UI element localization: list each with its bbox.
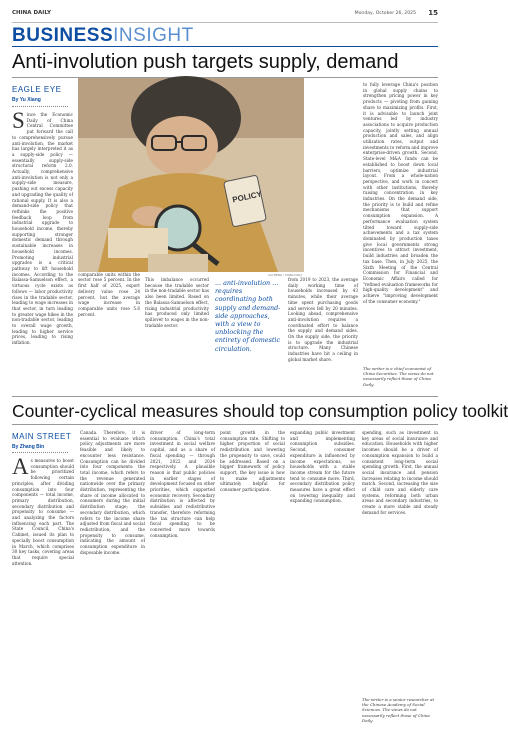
story1-column-4	[288, 277, 358, 393]
story1-text-4: from 2019 to 2023, the average daily working time of households increased by 43 minutes, while their average time spent purchasing goods and services fell by 20 minutes. Looking ahead, comprehensive anti-involution requires a coordinated effort to balance the supply and demand sides. On the supply side, the priority is to upgrade the industrial structure. Many Chinese industries have hit a ceiling in global market share.	[288, 277, 358, 362]
headline2-rule	[12, 424, 438, 425]
story1-text-3: This imbalance occurred because the tradable sector in the non-tradable sector has also been limited. Based on the Balassa-Samuelson effect, rising industrial productivity has produced only limited spillover to wages in the non-tradable sector.	[145, 277, 209, 328]
story2-text-6: spending, such as investment in key areas of social insurance and education. Households with higher incomes should be a driver of consumption expansion to build a consistent long-term social spending growth. First, the annual social insurance and pension increases relating to income should match. Second, increasing the size of child care and elderly care systems, reforming both urban areas and secondary industries, to create a more stable and steady demand for services.	[362, 430, 438, 515]
story1-column-1	[12, 108, 73, 392]
byline-rule	[12, 106, 68, 107]
story2-text-4: point growth in the consumption rate. Shifting to higher proportion of social redistribution and lowering the propensity to save, could be addressed. Based on a bigger framework of policy support, the key issue is how to make adjustments ultimately helpful for consumer participation.	[220, 430, 285, 493]
section-title	[12, 26, 194, 45]
story1-text-2: comparable units within the sector rose 5 percent. In the first half of 2025, export delivery value rose 24 percent, but the average wage increase in comparable units rose 5.6 percent.	[78, 271, 140, 317]
story1-column-3	[145, 277, 209, 393]
illustration-economist-with-magnifier	[78, 78, 304, 272]
story2-column-title: MAIN STREET	[12, 432, 72, 441]
page-number: 15	[428, 9, 438, 17]
story2-column-4	[220, 430, 285, 740]
pull-quote: ... anti-involution ... requires coordinating both supply and demand-side approaches, with a view to unblocking the entirety of domestic circulation.	[215, 279, 281, 353]
story1-column-5	[363, 82, 438, 382]
section-title-thin: INSIGHT	[113, 25, 194, 46]
story2-writer-note: The writer is a senior researcher at the Chinese Academy of Social Sciences. The views do not necessarily reflect those of China Daily.	[362, 697, 435, 723]
page-header	[12, 10, 438, 23]
story1-byline: By Yu Xiang	[12, 97, 41, 103]
story2-column-6	[362, 430, 438, 680]
story2-column-3	[150, 430, 215, 740]
story2-text-2: Canada. Therefore, it is essential to evaluate which policy adjustments are more feasible and likely to encounter less resistance. Consumption can be divided into four components: the total income, which refers to the revenue generated nationwide over the primary distribution, representing the share of income allocated to consumers during the initial distribution stage; the secondary distribution, which refers to the income share adjusted from fiscal and social redistribution; and the propensity to consume, indicating the amount of consumption expenditure in disposable income.	[80, 430, 145, 555]
story2-column-2	[80, 430, 145, 740]
story2-byline: By Zhang Bin	[12, 444, 45, 450]
story2-column-1	[12, 454, 74, 740]
drop-cap: S	[12, 108, 25, 133]
story1-text-1: ince the Economic Daily of China Central Committee put forward the call to comprehensively pursue anti-involution, the market has largely interpreted it as a supply-side policy — essentially supply-side structural reform 2.0. Actually, comprehensive anti-involution is not only a supply-side measure, pushing out excess capacity and upgrading the quality of rational supply. It is also a demand-side policy that rethinks the positive feedback loop from industrial upgrade to household income, thereby supporting stronger domestic demand through sustainable increases in household incomes. Promoting industrial upgrades is a critical pathway to lift household incomes. According to the Balassa-Samuelson effect, a virtuous cycle exists as follows — labor productivity rises in the tradable sector, leading to wage increases in that sector, in turn leading to greater wage hikes in the non-tradable sector, leading to overall wage growth, leading to higher service prices, leading to rising inflation.	[12, 112, 73, 346]
story1-column-title: EAGLE EYE	[12, 85, 62, 94]
drop-cap-2: A	[12, 454, 29, 479]
story2-text-1: s measures to boost consumption should be prioritized following certain principles, after dividing consumption into four components — total income, primary distribution, secondary distribution and propensity to consume — and analyzing the factors influencing each part. The State Council, China's Cabinet, issued its plan to specially boost consumption in March, which comprises 30 key tasks, covering areas that require special attention.	[12, 458, 74, 566]
story1-text-5: to fully leverage China's position in global supply chains to strengthen pricing power in key products — pivoting from gaining share to maximizing profits. First, it is advisable to launch joint ventures led by industry associations to acquire production capacity, jointly setting annual production and sales, and align utilization rates, output and investments to reform and improve enterprise-driven growth. Second, State-level M&A funds can be established to boost down local barriers, optimize industrial layout. From a whole-nation perspective, and work in concert with other institutions, thereby raising concentration in key industries. On the demand side, the priority is to build and refine mechanisms that support consumption expansion. A performance evaluation system tilted toward supply-side achievements and a tax system dominated by production taxes give local governments strong incentives to attract investment, build industries and broaden the tax base. Then, in July 2025, the Sixth Meeting of the Central Commission for Financial and Economic Affairs called for "refined evaluation frameworks for high-quality development" and achieve "improving development of the consumer economy."	[363, 82, 438, 304]
story2-text-5: expanding public investment and implementing consumption subsidies. Second, consumer expenditure is influenced by income expectations, so households with a stable income stream for the future tend to consume more. Third, secondary distribution policy measures have a great effect on lowering inequality and expanding consumption.	[290, 430, 355, 504]
story1-writer-note: The writer is a chief economist of China Securities. The views do not necessarily reflect those of China Daily.	[363, 366, 434, 387]
story1-headline: Anti-involution push targets supply, demand	[12, 51, 399, 73]
issue-date: Monday, October 26, 2025	[354, 11, 416, 16]
story-divider	[12, 396, 438, 397]
story2-headline: Counter-cyclical measures should top consumption policy toolkit	[12, 401, 508, 421]
publication-name: CHINA DAILY	[12, 10, 51, 16]
section-rule	[12, 46, 438, 47]
photo-credit: CAI MENG / CHINA DAILY	[268, 273, 303, 277]
byline2-rule	[12, 452, 68, 453]
svg-text:POLICY: POLICY	[231, 189, 263, 205]
story2-text-3: driver of long-term consumption. China's total investment in social welfare capital, and as a share of fiscal spending — through 2021, 2022 and 2024 respectively. A plausible reason is that public policies in earlier stages of development focused on other priorities, which supported economic recovery. Secondary distribution is affected by subsidies and redistributive transfer, therefore reforming the tax structure can help fiscal spending to be converted more towards consumption.	[150, 430, 215, 538]
section-title-bold: BUSINESS	[12, 25, 114, 46]
story2-column-5	[290, 430, 355, 740]
